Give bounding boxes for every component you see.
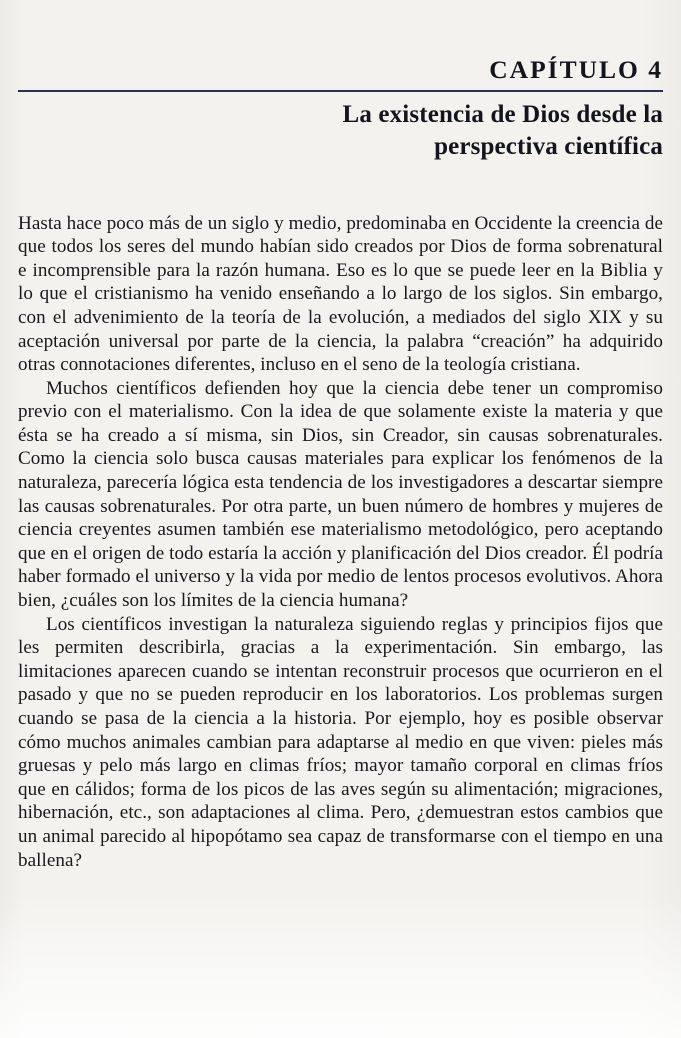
paragraph-2: Muchos científicos defienden hoy que la ciencia debe tener un compromiso previo con el materialismo. Con la idea de que solamente existe la materia y que ésta se ha creado a sí misma, sin Dios, sin Creador, sin causas sobrenaturales. Como la ciencia solo busca causas materiales para explicar los fenómenos de la naturaleza, parecería lógica esta tendencia de los investigadores a descartar siempre las causas sobrenaturales. Por otra parte, un buen número de hombres y mujeres de ciencia creyentes asumen también ese materialismo metodológico, pero aceptando que en el origen de todo estaría la acción y planificación del Dios creador. Él podría haber formado el universo y la vida por medio de lentos procesos evolutivos. Ahora bien, ¿cuáles son los límites de la ciencia humana? [18,377,663,612]
paragraph-3: Los científicos investigan la naturaleza siguiendo reglas y principios fijos que les permiten describirla, gracias a la experimentación. Sin embargo, las limitaciones aparecen cuando se intentan reconstruir procesos que ocurrieron en el pasado y que no se pueden reproducir en los laboratorios. Los problemas surgen cuando se pasa de la ciencia a la historia. Por ejemplo, hoy es posible observar cómo muchos animales cambian para adaptarse al medio en que viven: pieles más gruesas y pelo más largo en climas fríos; mayor tamaño corporal en climas fríos que en cálidos; forma de los picos de las aves según su alimentación; migraciones, hibernación, etc., son adaptaciones al clima. Pero, ¿demuestran estos cambios que un animal parecido al hipopótamo sea capaz de transformarse con el tiempo en una ballena? [18,613,663,871]
chapter-divider-rule [18,90,663,92]
chapter-title-line-2: perspectiva científica [434,133,663,161]
body-text [18,212,663,873]
paragraph-1: Hasta hace poco más de un siglo y medio, predominaba en Occidente la creencia de que todos los seres del mundo habían sido creados por Dios de forma sobrenatural e incomprensible para la razón humana. Eso es lo que se puede leer en la Biblia y lo que el cristianismo ha venido enseñando a lo largo de los siglos. Sin embargo, con el advenimiento de la teoría de la evolución, a mediados del siglo XIX y su aceptación universal por parte de la ciencia, la palabra “creación” ha adquirido otras connotaciones diferentes, incluso en el seno de la teología cristiana. [18,212,663,376]
chapter-title [18,99,663,164]
chapter-number: CAPÍTULO 4 [489,55,663,84]
chapter-header [18,0,663,164]
chapter-title-line-1: La existencia de Dios desde la [342,100,663,128]
page-content [18,0,663,1038]
